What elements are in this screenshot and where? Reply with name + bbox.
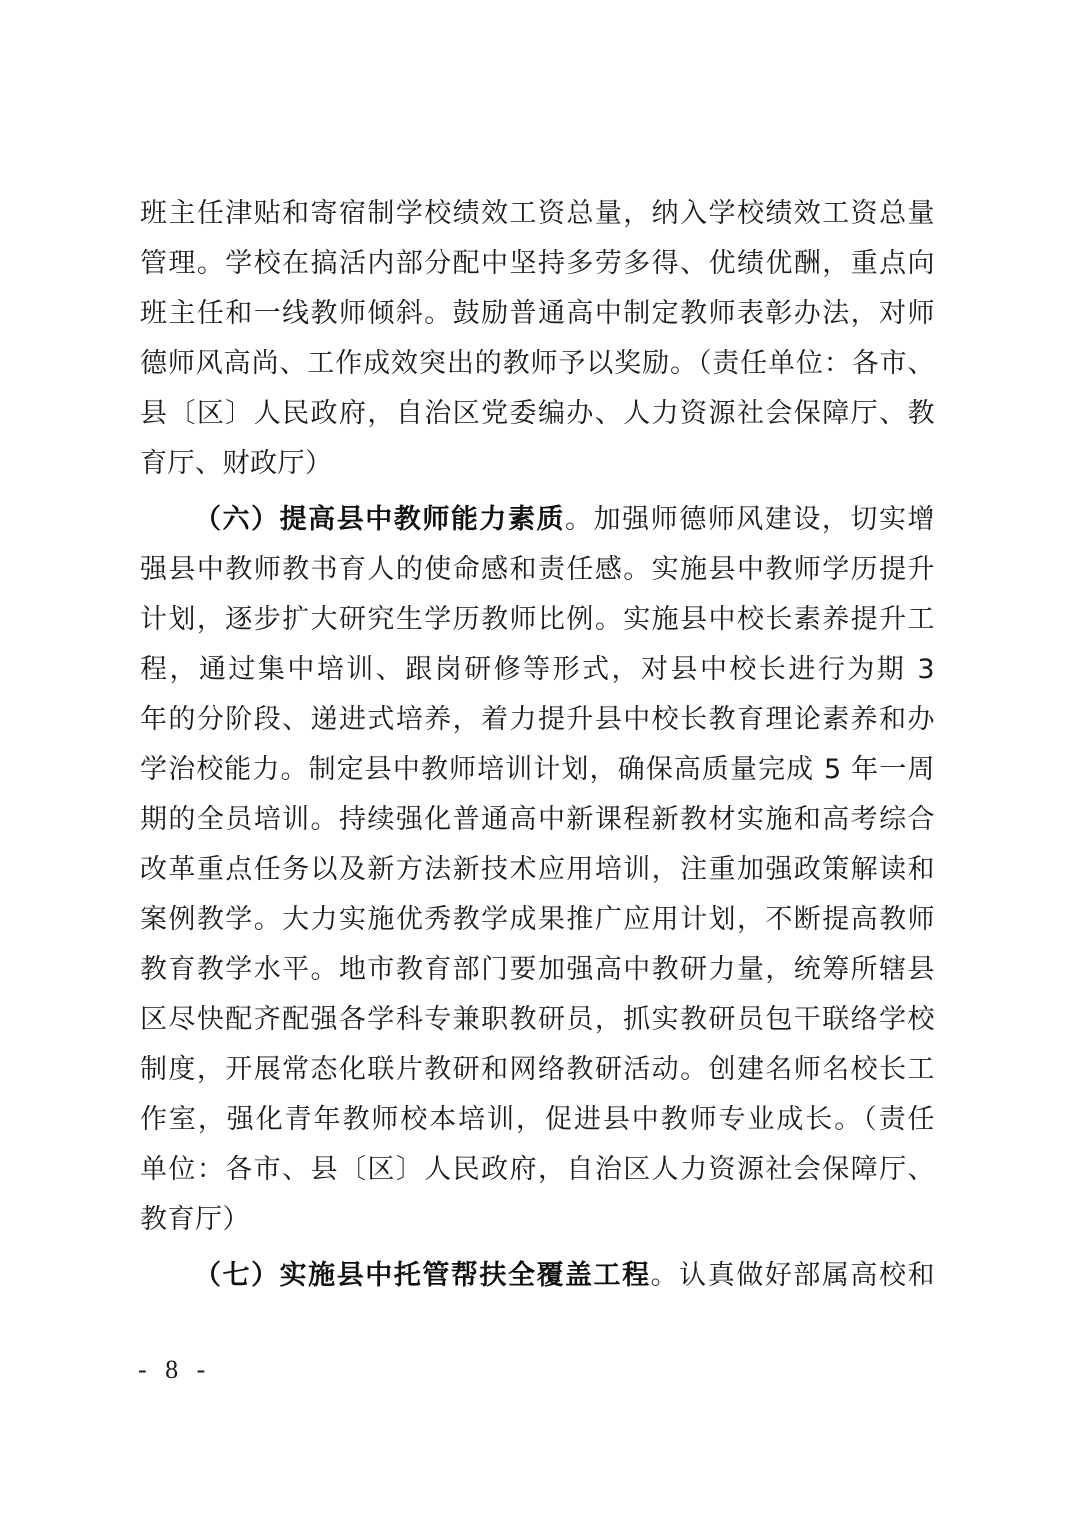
text-line: 管理。学校在搞活内部分配中坚持多劳多得、优绩优酬，重点向	[140, 248, 935, 279]
text-line: 教育教学水平。地市教育部门要加强高中教研力量，统筹所辖县	[140, 954, 935, 985]
text-line: 班主任津贴和寄宿制学校绩效工资总量，纳入学校绩效工资总量	[140, 198, 935, 229]
paragraph-section-6	[140, 495, 935, 1245]
text-line: 改革重点任务以及新方法新技术应用培训，注重加强政策解读和	[140, 854, 935, 885]
text-line: 案例教学。大力实施优秀教学成果推广应用计划，不断提高教师	[140, 904, 935, 935]
text-line: 期的全员培训。持续强化普通高中新课程新教材实施和高考综合	[140, 804, 935, 835]
text-line: 作室，强化青年教师校本培训，促进县中教师专业成长。（责任	[140, 1104, 935, 1135]
paragraph-section-7	[140, 1251, 935, 1301]
text-line: 强县中教师教书育人的使命感和责任感。实施县中教师学历提升	[140, 554, 935, 585]
section-6-heading: （六）提高县中教师能力素质	[194, 504, 566, 535]
text-line: 制度，开展常态化联片教研和网络教研活动。创建名师名校长工	[140, 1054, 935, 1085]
text-line: 学治校能力。制定县中教师培训计划，确保高质量完成 5 年一周	[140, 754, 935, 785]
page-number: - 8 -	[138, 1355, 212, 1384]
text-line: 班主任和一线教师倾斜。鼓励普通高中制定教师表彰办法，对师	[140, 298, 935, 329]
text-line: 计划，逐步扩大研究生学历教师比例。实施县中校长素养提升工	[140, 604, 935, 635]
section-7-heading-line	[140, 1251, 935, 1301]
text-line: 程，通过集中培训、跟岗研修等形式，对县中校长进行为期 3	[140, 654, 935, 685]
document-text-block	[140, 189, 935, 1301]
text-line: 区尽快配齐配强各学科专兼职教研员，抓实教研员包干联络学校	[140, 1004, 935, 1035]
text-line: 育厅、财政厅）	[140, 448, 333, 479]
section-7-heading-rest: 。认真做好部属高校和	[650, 1260, 936, 1291]
text-line: 德师风高尚、工作成效突出的教师予以奖励。（责任单位：各市、	[140, 348, 935, 379]
section-6-heading-rest: 。加强师德师风建设，切实增	[565, 504, 936, 535]
text-line: 教育厅）	[140, 1204, 250, 1235]
section-7-heading: （七）实施县中托管帮扶全覆盖工程	[194, 1260, 651, 1291]
section-6-heading-line	[140, 495, 935, 545]
text-line: 单位：各市、县〔区〕人民政府，自治区人力资源社会保障厅、	[140, 1154, 935, 1185]
text-line: 年的分阶段、递进式培养，着力提升县中校长教育理论素养和办	[140, 704, 935, 735]
text-line: 县〔区〕人民政府，自治区党委编办、人力资源社会保障厅、教	[140, 398, 935, 429]
paragraph-continuation	[140, 189, 935, 489]
